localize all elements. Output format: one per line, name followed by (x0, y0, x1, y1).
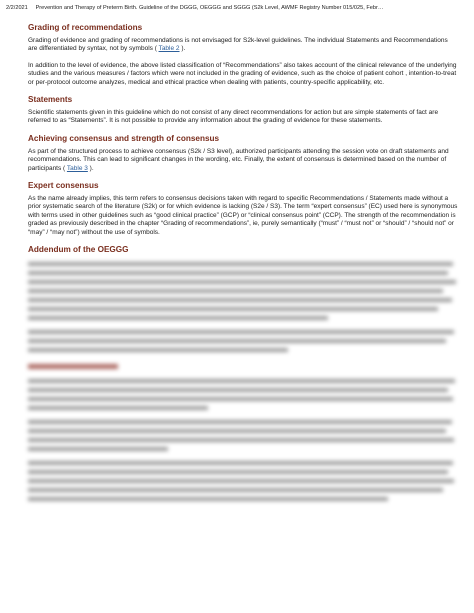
blurred-text-placeholder (28, 260, 458, 590)
section-statements (28, 95, 458, 126)
blurred-content (28, 260, 458, 595)
expert-paragraph-1: As the name already implies, this term refers to consensus decisions taken with regard to specific Recommendations / Statements made without a prior systematic search of the literature (S2k) or for which evidence is lacking (S2e / S3). The term “expert consensus” (EC) used here is synonymous with terms used in other guidelines such as “good clinical practice” (GCP) or “clinical consensus point” (CCP). The strength of the recommendation is graded as previously described in the chapter “Grading of recommendations”, ie, purely semantically (“must” / “must not” or “should” / “should not” or “may” / “may not”) without the use of symbols. (28, 195, 458, 236)
grading-paragraph-2: In addition to the level of evidence, the above listed classification of “Recommendations” also takes account of the clinical relevance of the underlying studies and the various measures / factors which were not included in the grading of evidence, such as the choice of patient cohort , intention-to-treat or per-protocol outcome analyzes, medical and ethical practice when dealing with patients, country-specific applicability, etc. (28, 61, 457, 86)
section-heading-statements: Statements (28, 95, 73, 105)
section-consensus (28, 134, 458, 173)
section-heading-consensus: Achieving consensus and strength of consensus (28, 133, 220, 143)
statements-paragraph-1: Scientific statements given in this guideline which do not consist of any direct recommendations for action but are simple statements of fact are referred to as “Statements”. It is not possible to provide any information about the grading of evidence for these statements. (28, 109, 439, 125)
table-2-link[interactable]: Table 2 (158, 45, 180, 53)
print-footer (6, 602, 468, 608)
section-grading (28, 23, 458, 87)
section-heading-expert-consensus: Expert consensus (28, 181, 99, 191)
section-heading-grading: Grading of recommendations (28, 23, 143, 32)
text-run: ). (179, 45, 186, 53)
grading-paragraph-1 (28, 37, 458, 54)
consensus-paragraph-1 (28, 148, 458, 173)
print-title: Prevention and Therapy of Preterm Birth. Guideline of the DGGG, OEGGG and SGGG (S2k Level, AWMF Registry Number 015/025, Febr… (35, 5, 384, 11)
print-date: 2/2/2021 (6, 5, 28, 11)
section-heading-addendum: Addendum of the OEGGG (28, 245, 129, 255)
text-run: Grading of evidence and grading of recommendations is not envisaged for S2k-level guidelines. The individual Statements and Recommendations are differentiated by syntax, not by symbols ( (28, 37, 448, 53)
table-3-link[interactable]: Table 3 (66, 164, 88, 172)
article-content (28, 23, 458, 595)
text-run: ). (87, 164, 94, 172)
section-expert-consensus (28, 181, 458, 237)
text-run: As part of the structured process to achieve consensus (S2k / S3 level), authorized participants attending the session vote on draft statements and recommendations. This can lead to significant changes in the wording, etc. Finally, the extent of consensus is determined based on the number of participants ( (28, 147, 449, 172)
print-header (6, 5, 468, 11)
section-addendum-oeggg (28, 245, 458, 254)
